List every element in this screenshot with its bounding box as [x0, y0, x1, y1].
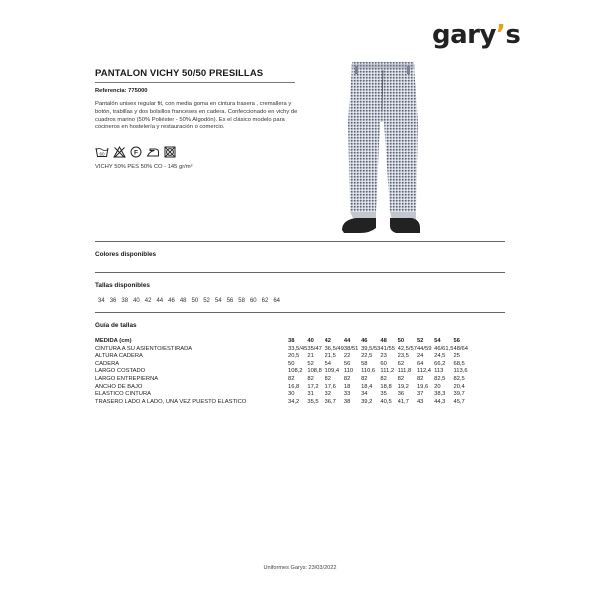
- size-guide-size-header: 54: [434, 338, 441, 344]
- measure-label: LARGO COSTADO: [95, 368, 146, 375]
- table-row: [95, 391, 471, 399]
- measure-value: 111,2: [380, 368, 395, 375]
- measure-value: 50: [288, 360, 295, 367]
- measure-value: 35: [380, 391, 387, 398]
- measure-value: 32: [324, 391, 331, 398]
- measure-value: 23,5: [397, 353, 409, 360]
- measure-value: 62: [397, 360, 405, 367]
- measure-value: 60: [380, 360, 387, 367]
- measure-value: 109,4: [324, 368, 340, 375]
- size-option: 60: [249, 298, 257, 304]
- page-footer: Uniformes Garys: 23/03/2022: [263, 565, 337, 571]
- measure-value: 112,4: [416, 368, 432, 375]
- measure-value: 18,4: [361, 383, 373, 390]
- measure-value: 34,2: [288, 398, 300, 405]
- care-icons: [95, 145, 176, 159]
- iron-icon: [146, 146, 160, 158]
- measure-value: 68,5: [453, 360, 465, 367]
- table-row: [95, 384, 471, 392]
- dry-clean-letter: F: [134, 149, 138, 157]
- measure-value: 35,5: [307, 398, 319, 405]
- measure-value: 43: [416, 398, 424, 405]
- measure-value: 111,8: [397, 368, 412, 375]
- measure-value: 41,7: [397, 398, 409, 405]
- measure-label: CADERA: [95, 360, 120, 367]
- size-option: 50: [191, 298, 199, 304]
- size-option: 34: [98, 298, 105, 304]
- measure-value: 46/61,5: [434, 345, 454, 352]
- measure-value: 35/47: [307, 345, 322, 352]
- table-row: [95, 346, 471, 354]
- measure-value: 113: [434, 368, 444, 375]
- measure-value: 44,3: [434, 398, 446, 405]
- material-composition: VICHY 50% PES 50% CO - 145 gr/m²: [95, 164, 193, 170]
- measure-value: 54: [324, 360, 331, 367]
- measure-value: 25: [453, 353, 460, 360]
- measure-value: 33: [343, 391, 351, 398]
- size-option: 46: [168, 298, 175, 304]
- measure-label: ELÁSTICO CINTURA: [95, 391, 152, 398]
- size-guide-measure-header: MEDIDA (cm): [95, 338, 132, 344]
- measure-value: 38: [343, 398, 351, 405]
- measure-value: 22: [343, 353, 351, 360]
- product-description: Pantalón unisex regular fit, con media goma en cintura trasera , cremallera y botón, trabillas y dos bolsillos franceses en cadera. Confeccionado en vichy de cuadros marino (50% Poliéster - 50% Algodón). Es el clásico modelo para cocineros en hostelería y restauración o comercio.: [95, 101, 298, 131]
- size-option: 56: [226, 298, 234, 304]
- measure-value: 110: [343, 368, 354, 375]
- measure-value: 21: [307, 353, 314, 360]
- size-option: 58: [238, 298, 245, 304]
- measure-value: 108,2: [288, 368, 303, 375]
- size-option: 36: [109, 298, 117, 304]
- measure-label: ANCHO DE BAJO: [95, 383, 143, 390]
- measure-value: 52: [307, 360, 314, 367]
- measure-value: 23: [380, 353, 387, 360]
- measure-value: 38/51: [343, 345, 359, 352]
- size-option: 52: [203, 298, 210, 304]
- measure-value: 21,5: [324, 353, 336, 360]
- measure-value: 36,7: [324, 398, 336, 405]
- measure-value: 58: [361, 360, 368, 367]
- measure-value: 20: [434, 383, 441, 390]
- measure-value: 30: [288, 391, 295, 398]
- section-divider-colors: [95, 241, 505, 242]
- brand-logo: [432, 20, 521, 50]
- measure-value: 20,5: [288, 353, 300, 360]
- size-guide-header-row: [95, 338, 471, 346]
- sizes-heading: Tallas disponibles: [95, 282, 150, 289]
- measure-value: 18: [343, 383, 351, 390]
- measure-value: 64: [416, 360, 424, 367]
- product-reference: Referencia: 775000: [95, 88, 148, 94]
- measure-value: 113,6: [453, 368, 468, 375]
- size-option: 64: [273, 298, 280, 304]
- measure-value: 17,6: [324, 383, 336, 390]
- measure-value: 44/59: [416, 345, 432, 352]
- measure-label: ALTURA CADERA: [95, 353, 143, 360]
- size-guide-table: [95, 338, 471, 406]
- colors-heading: Colores disponibles: [95, 251, 157, 258]
- measure-value: 19,6: [416, 383, 429, 390]
- wash-60-icon: [95, 146, 109, 158]
- measure-value: 82: [380, 375, 387, 382]
- measure-value: 39,2: [361, 398, 373, 405]
- brand-logo-apostrophe: ’: [495, 20, 506, 50]
- measure-value: 18,8: [380, 383, 392, 390]
- measure-value: 36: [397, 391, 405, 398]
- measure-value: 45,7: [453, 398, 465, 405]
- product-photo: [330, 62, 430, 238]
- size-guide-size-header: 40: [307, 338, 314, 344]
- measure-value: 66,2: [434, 360, 446, 367]
- measure-value: 16,8: [288, 383, 300, 390]
- measure-value: 42,5/57: [397, 345, 417, 352]
- measure-value: 82: [343, 375, 351, 382]
- section-divider-sizes: [95, 272, 505, 273]
- measure-value: 36,5/49: [324, 345, 344, 352]
- size-guide-size-header: 44: [343, 338, 351, 344]
- measure-value: 33,5/45: [288, 345, 308, 352]
- brand-logo-text-b: s: [505, 20, 521, 50]
- measure-value: 34: [361, 391, 368, 398]
- measure-value: 82: [307, 375, 314, 382]
- product-title: PANTALON VICHY 50/50 PRESILLAS: [95, 68, 264, 79]
- table-row: [95, 399, 471, 407]
- measure-value: 82,5: [434, 375, 446, 382]
- size-option: 48: [179, 298, 187, 304]
- size-guide-size-header: 38: [288, 338, 295, 344]
- section-divider-guide: [95, 312, 505, 313]
- measure-value: 82: [324, 375, 331, 382]
- size-guide-size-header: 42: [324, 338, 331, 344]
- size-guide-heading: Guía de tallas: [95, 322, 137, 329]
- size-guide-size-header: 48: [380, 338, 387, 344]
- measure-value: 31: [307, 391, 314, 398]
- title-divider: [95, 82, 295, 83]
- measure-label: TRASERO LADO A LADO, UNA VEZ PUESTO ELÁSTICO: [95, 398, 247, 405]
- size-option: 44: [156, 298, 164, 304]
- table-row: [95, 368, 471, 376]
- table-row: [95, 376, 471, 384]
- measure-label: LARGO ENTREPIERNA: [95, 375, 159, 382]
- measure-value: 24: [416, 353, 424, 360]
- size-option: 40: [133, 298, 140, 304]
- size-option: 62: [261, 298, 269, 304]
- measure-value: 48/64: [453, 345, 468, 352]
- measure-value: 40,5: [380, 398, 392, 405]
- measure-value: 22,5: [361, 353, 373, 360]
- measure-value: 39,7: [453, 391, 465, 398]
- tumble-dry-icon: [164, 146, 176, 158]
- measure-label: CINTURA A SU ASIENTO/ESTIRADA: [95, 345, 193, 352]
- measure-value: 110,6: [361, 368, 376, 375]
- size-guide-size-header: 56: [453, 338, 460, 344]
- table-row: [95, 361, 471, 369]
- measure-value: 82: [361, 375, 368, 382]
- size-option: 54: [214, 298, 222, 304]
- dry-clean-f-icon: [130, 146, 142, 158]
- measure-value: 56: [343, 360, 351, 367]
- measure-value: 82,5: [453, 375, 465, 382]
- measure-value: 82: [288, 375, 295, 382]
- brand-logo-text-a: gary: [432, 20, 496, 50]
- measure-value: 19,2: [397, 383, 409, 390]
- available-sizes-list: [98, 298, 285, 304]
- measure-value: 41/55: [380, 345, 395, 352]
- size-guide-size-header: 46: [361, 338, 368, 344]
- measure-value: 20,4: [453, 383, 465, 390]
- wash-temp-label: 60: [99, 151, 105, 157]
- measure-value: 38,3: [434, 391, 446, 398]
- measure-value: 82: [397, 375, 405, 382]
- table-row: [95, 353, 471, 361]
- size-guide-size-header: 50: [397, 338, 405, 344]
- size-option: 42: [144, 298, 152, 304]
- size-guide-size-header: 52: [416, 338, 424, 344]
- measure-value: 82: [416, 375, 424, 382]
- size-option: 38: [121, 298, 129, 304]
- measure-value: 108,8: [307, 368, 322, 375]
- measure-value: 37: [416, 391, 424, 398]
- measure-value: 24,5: [434, 353, 446, 360]
- no-bleach-icon: [113, 146, 126, 158]
- measure-value: 17,2: [307, 383, 319, 390]
- measure-value: 39,5/53: [361, 345, 381, 352]
